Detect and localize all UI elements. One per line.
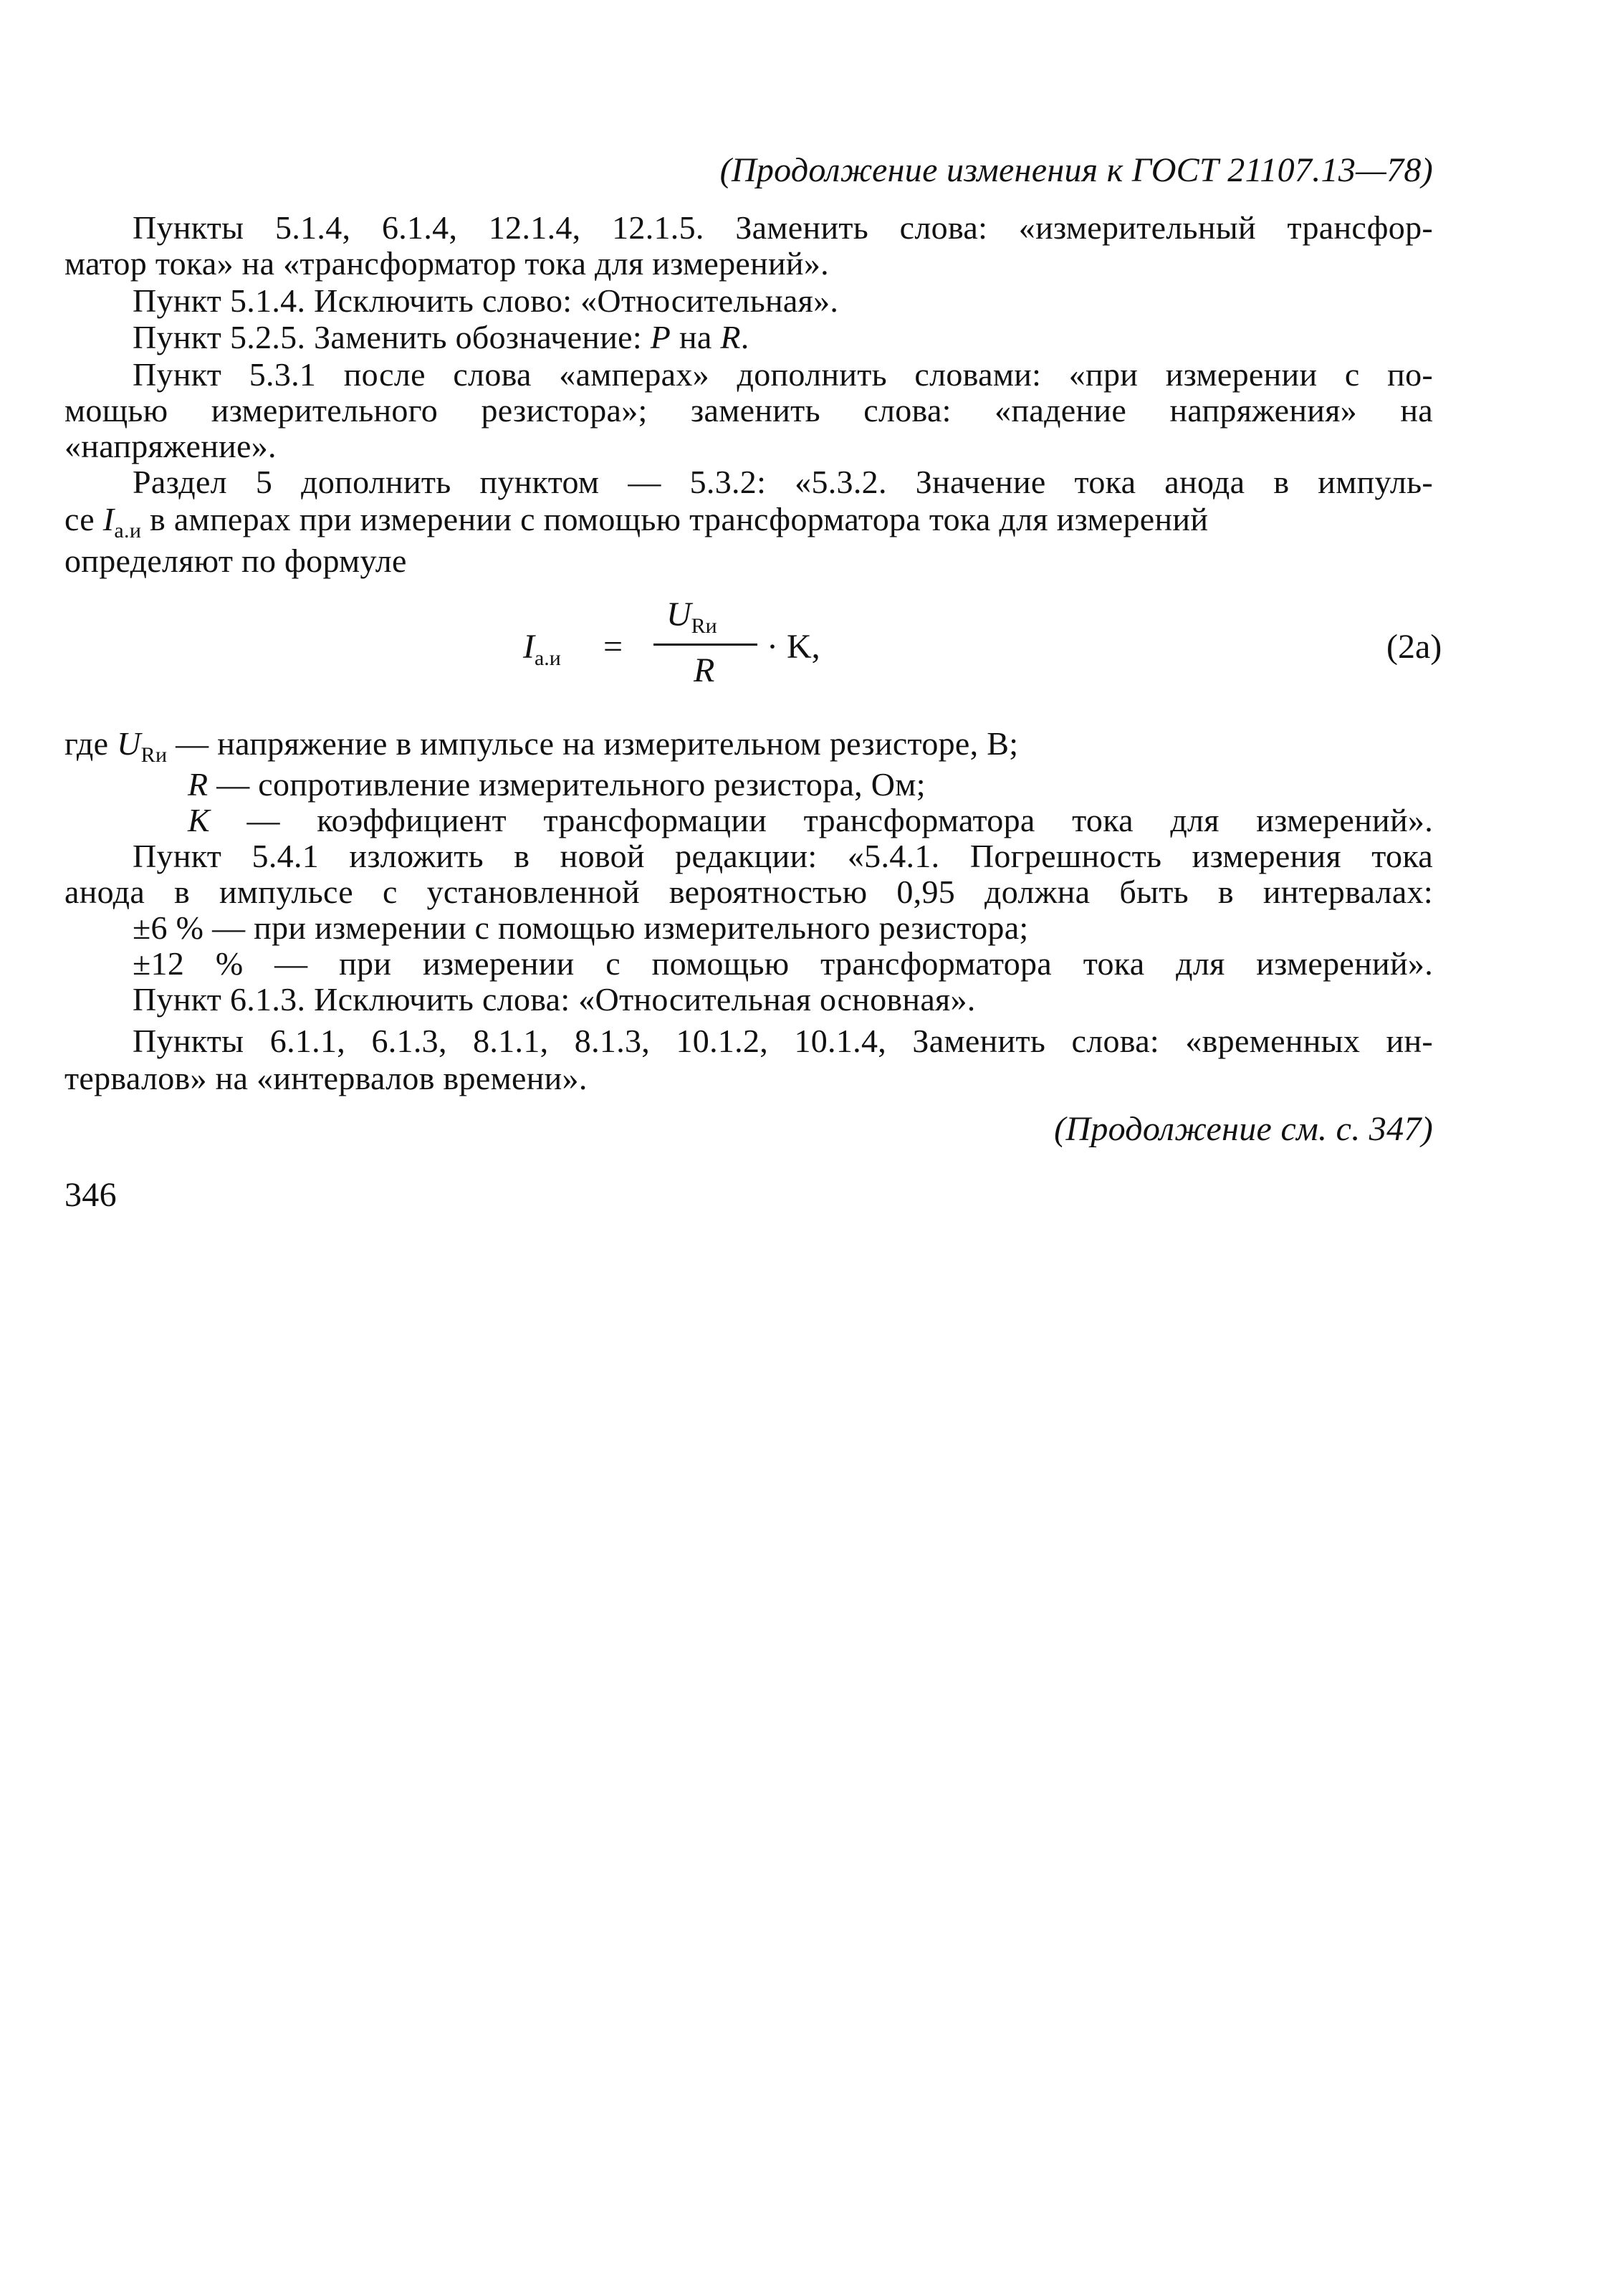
formula-lhs (523, 627, 561, 671)
where-line-1-post: — напряжение в импульсе на измерительном резисторе, В; (167, 725, 1019, 762)
formula-numerator-symbol: U (666, 595, 691, 633)
paragraph-7: Пункт 6.1.3. Исключить слова: «Относительная основная». (133, 981, 976, 1018)
symbol-r: R (720, 319, 741, 355)
where-line-3-post: — коэффициент трансформации трансформатора тока для измерений». (209, 802, 1433, 838)
symbol-i: I (102, 501, 115, 537)
paragraph-4-line-2: мощью измерительного резистора»; заменить слова: «падение напряжения» на (64, 392, 1433, 429)
paragraph-1-line-2: матор тока» на «трансформатор тока для измерений». (64, 245, 829, 282)
paragraph-5-line-3: определяют по формуле (64, 542, 407, 579)
continuation-header: (Продолжение изменения к ГОСТ 21107.13—78) (719, 151, 1433, 189)
paragraph-3-end: . (740, 319, 749, 355)
paragraph-8-line-2: тервалов» на «интервалов времени». (64, 1060, 588, 1096)
paragraph-2: Пункт 5.1.4. Исключить слово: «Относительная». (133, 282, 839, 319)
symbol-u: U (117, 725, 141, 762)
paragraph-6-line-3: ±6 % — при измерении с помощью измерительного резистора; (133, 909, 1029, 946)
formula-numerator (666, 595, 717, 638)
paragraph-3-mid: на (671, 319, 721, 355)
paragraph-3 (133, 317, 749, 358)
symbol-p: P (650, 319, 671, 355)
paragraph-4-line-3: «напряжение». (64, 428, 277, 464)
formula-lhs-symbol: I (523, 628, 535, 666)
paragraph-6-line-1: Пункт 5.4.1 изложить в новой редакции: «5.4.1. Погрешность измерения тока (133, 838, 1433, 874)
formula-2a (523, 595, 881, 709)
formula-number: (2а) (1386, 628, 1442, 666)
paragraph-4-line-1: Пункт 5.3.1 после слова «амперах» дополнить словами: «при измерении с по- (133, 356, 1433, 393)
symbol-r-def: R (188, 766, 209, 803)
paragraph-5-line-1: Раздел 5 дополнить пунктом — 5.3.2: «5.3.2. Значение тока анода в импуль- (133, 464, 1433, 500)
formula-denominator: R (694, 651, 715, 689)
paragraph-3-prefix: Пункт 5.2.5. Заменить обозначение: (133, 319, 651, 355)
where-line-2 (188, 765, 926, 805)
where-line-1-pre: где (64, 725, 118, 762)
paragraph-6-line-4: ±12 % — при измерении с помощью трансформатора тока для измерений». (133, 945, 1433, 982)
formula-numerator-subscript: Rи (691, 614, 717, 638)
subscript-ri: Rи (140, 743, 168, 767)
where-line-2-post: — сопротивление измерительного резистора, Ом; (208, 766, 926, 803)
symbol-k-def: K (188, 802, 210, 838)
paragraph-1-line-1: Пункты 5.1.4, 6.1.4, 12.1.4, 12.1.5. Заменить слова: «измерительный трансфор- (133, 209, 1433, 246)
paragraph-5-line-2-pre: се (64, 501, 103, 537)
continuation-footer: (Продолжение см. с. 347) (1054, 1110, 1433, 1148)
formula-lhs-subscript: а.и (534, 646, 561, 670)
where-line-3 (188, 800, 1433, 841)
paragraph-6-line-2: анода в импульсе с установленной вероятностью 0,95 должна быть в интервалах: (64, 874, 1433, 910)
fraction-bar (653, 644, 757, 646)
formula-multiplier: · K, (767, 628, 820, 666)
formula-equals: = (603, 628, 623, 666)
paragraph-8-line-1: Пункты 6.1.1, 6.1.3, 8.1.1, 8.1.3, 10.1.2, 10.1.4, Заменить слова: «временных ин- (133, 1023, 1433, 1059)
paragraph-5-line-2-post: в амперах при измерении с помощью трансформатора тока для измерений (141, 501, 1209, 537)
page-number: 346 (64, 1176, 117, 1214)
subscript-ai: а.и (114, 519, 142, 542)
